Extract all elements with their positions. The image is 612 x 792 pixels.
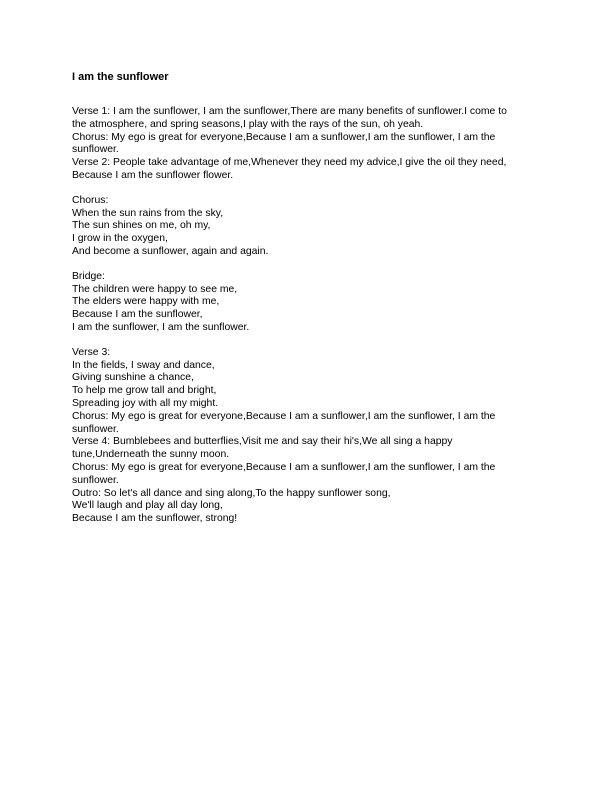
text-line: Verse 3:: [72, 346, 111, 358]
text-line: Because I am the sunflower, strong!: [72, 513, 238, 525]
text-line: the atmosphere, and spring seasons,I play with the rays of the sun, oh yeah.: [72, 118, 424, 130]
text-line: Because I am the sunflower,: [72, 309, 203, 321]
text-line: And become a sunflower, again and again.: [72, 245, 269, 257]
document-title: I am the sunflower: [72, 71, 169, 83]
text-line: Verse 4: Bumblebees and butterflies,Visit me and say their hi's,We all sing a happy: [72, 436, 453, 448]
text-line: Chorus: My ego is great for everyone,Because I am a sunflower,I am the sunflower, I am the: [72, 131, 496, 143]
text-line: The sun shines on me, oh my,: [72, 220, 211, 232]
text-line: tune,Underneath the sunny moon.: [72, 449, 230, 461]
verse-3-block: [72, 347, 542, 526]
text-line: We'll laugh and play all day long,: [72, 500, 223, 512]
verse-1-block: [72, 106, 542, 183]
text-line: Giving sunshine a chance,: [72, 372, 194, 384]
text-line: The elders were happy with me,: [72, 296, 220, 308]
text-line: Chorus: My ego is great for everyone,Because I am a sunflower,I am the sunflower, I am the: [72, 410, 496, 422]
text-line: Because I am the sunflower flower.: [72, 169, 234, 181]
text-line: Verse 1: I am the sunflower, I am the sunflower,There are many benefits of sunflower.I come to: [72, 106, 507, 117]
chorus-block: [72, 195, 542, 259]
text-line: I grow in the oxygen,: [72, 233, 168, 245]
text-line: Verse 2: People take advantage of me,Whenever they need my advice,I give the oil they need,: [72, 157, 507, 169]
text-line: sunflower.: [72, 423, 119, 435]
text-line: Chorus:: [72, 194, 109, 206]
text-line: I am the sunflower, I am the sunflower.: [72, 321, 250, 333]
document-page: [72, 70, 542, 538]
text-line: Chorus: My ego is great for everyone,Because I am a sunflower,I am the sunflower, I am the: [72, 461, 496, 473]
text-line: To help me grow tall and bright,: [72, 385, 217, 397]
bridge-block: [72, 271, 542, 335]
text-line: Spreading joy with all my might.: [72, 397, 219, 409]
text-line: When the sun rains from the sky,: [72, 207, 224, 219]
text-line: In the fields, I sway and dance,: [72, 359, 215, 371]
text-line: Bridge:: [72, 270, 105, 282]
text-line: Outro: So let's all dance and sing along,To the happy sunflower song,: [72, 487, 391, 499]
text-line: sunflower.: [72, 144, 119, 156]
text-line: The children were happy to see me,: [72, 283, 238, 295]
text-line: sunflower.: [72, 474, 119, 486]
